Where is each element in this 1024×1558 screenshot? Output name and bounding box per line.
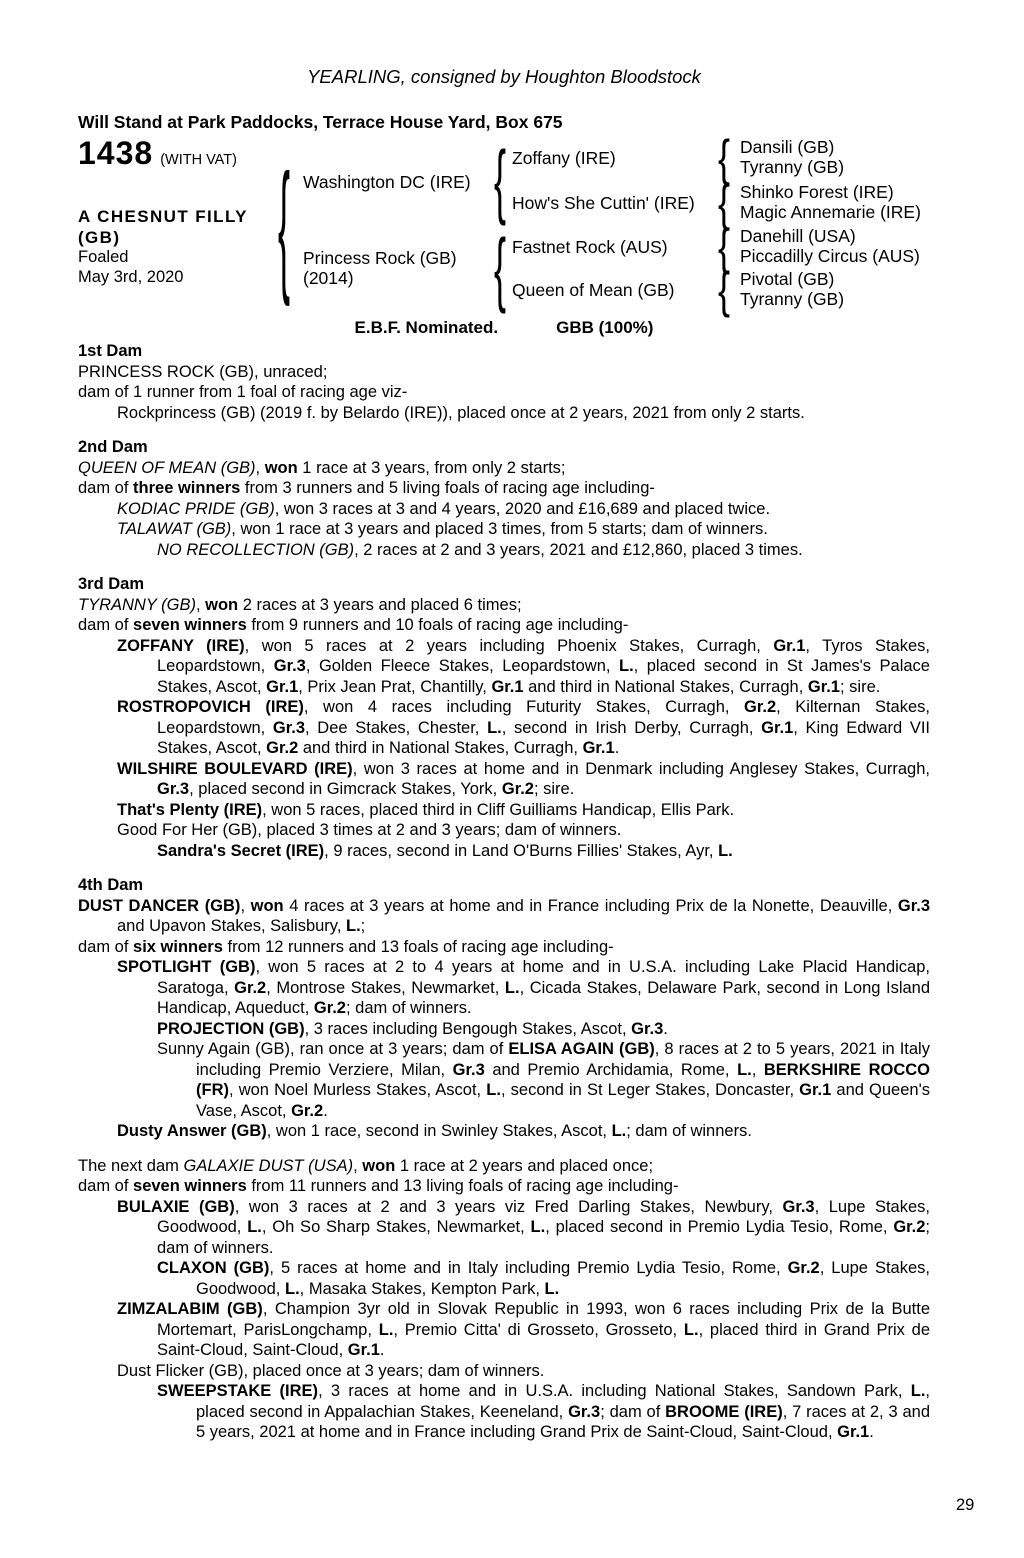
text-run: ,	[751, 1060, 764, 1079]
pedigree-paragraph	[78, 800, 930, 821]
text-run: ; dam of	[600, 1402, 666, 1421]
text-run: , Masaka Stakes, Kempton Park,	[299, 1279, 545, 1298]
text-run: L.	[910, 1382, 926, 1400]
text-run: 2 races at 3 years and placed 6 times;	[238, 595, 522, 614]
text-run: seven winners	[133, 616, 247, 634]
text-run: dam of	[78, 479, 134, 497]
pedigree-paragraph	[78, 1176, 930, 1197]
text-run: Sandra's Secret (IRE)	[157, 841, 325, 860]
foaled-date: May 3rd, 2020	[78, 268, 184, 286]
pedigree-paragraph	[78, 1361, 930, 1382]
text-run: three winners	[133, 479, 241, 497]
pedigree-ancestor: Pivotal (GB)	[740, 269, 835, 289]
text-run: Gr.1	[799, 1081, 832, 1099]
pedigree-paragraph	[78, 820, 930, 841]
pedigree-gg-pair-1	[740, 138, 844, 177]
text-run: , Dee Stakes, Chester,	[305, 718, 488, 737]
text-run: .	[614, 739, 620, 757]
pedigree-gg-pair-2	[740, 183, 921, 222]
pedigree-brace-dam	[492, 251, 508, 287]
text-run: six winners	[133, 937, 223, 956]
text-run: L.	[486, 1081, 501, 1099]
dam-section	[78, 875, 930, 1142]
text-run: , won 5 races at 2 to 4 years at home and in U.S.A. including Lake Placid Handicap, Saratoga,	[157, 958, 930, 997]
text-run: ; dam of winners.	[157, 1218, 931, 1257]
text-run: , Lupe Stakes, Goodwood,	[196, 1259, 930, 1298]
pedigree-dam-dam: Queen of Mean (GB)	[512, 280, 675, 300]
pedigree-ancestor: Piccadilly Circus (AUS)	[740, 245, 920, 266]
consignor-title: YEARLING, consigned by Houghton Bloodstock	[307, 66, 701, 87]
text-run: , 5 races at home and in Italy including Premio Lydia Tesio, Rome,	[269, 1259, 788, 1277]
text-run: , 9 races, second in Land O'Burns Fillies' Stakes, Ayr,	[324, 841, 719, 860]
text-run: KODIAC PRIDE (GB)	[117, 499, 275, 518]
lot-line	[78, 136, 237, 170]
text-run: Dusty Answer (GB)	[117, 1122, 267, 1140]
text-run: PROJECTION (GB)	[157, 1019, 305, 1038]
pedigree-paragraph	[78, 1299, 930, 1361]
text-run: .	[323, 1101, 328, 1120]
pedigree-ancestor: Tyranny (GB)	[740, 156, 845, 177]
text-run: Sunny Again (GB), ran once at 3 years; dam of	[157, 1040, 509, 1058]
text-run: L.	[737, 1060, 752, 1079]
text-run: QUEEN OF MEAN (GB)	[78, 458, 256, 477]
text-run: , Kilternan Stakes, Leopardstown,	[157, 698, 930, 737]
text-run: NO RECOLLECTION (GB)	[157, 540, 355, 559]
text-run: Gr.2	[234, 978, 267, 997]
text-run: , Premio Citta' di Grosseto, Grosseto,	[393, 1320, 684, 1339]
subject-name: A CHESNUT FILLY	[78, 207, 248, 226]
text-run: dam of	[78, 616, 134, 634]
pedigree-dam	[303, 249, 457, 288]
pedigree-paragraph	[78, 896, 930, 937]
text-run: WILSHIRE BOULEVARD (IRE)	[117, 759, 353, 778]
text-run: .	[663, 1019, 668, 1038]
text-run: L.	[530, 1218, 546, 1236]
text-run: Gr.3	[631, 1019, 664, 1038]
text-run: Gr.1	[491, 677, 524, 696]
text-run: 1 race at 3 years, from only 2 starts;	[297, 458, 566, 477]
text-run: .	[379, 1341, 385, 1359]
text-run: L.	[544, 1279, 560, 1298]
text-run: ZOFFANY (IRE)	[117, 636, 245, 655]
text-run: Gr.3	[897, 896, 930, 915]
dam-section	[78, 341, 930, 423]
text-run: Gr.1	[347, 1341, 380, 1359]
text-run: L.	[247, 1218, 262, 1236]
text-run: , Montrose Stakes, Newmarket,	[266, 978, 505, 997]
dam-heading: 1st Dam	[78, 342, 143, 360]
text-run: , won 4 races including Futurity Stakes, Curragh,	[303, 698, 745, 716]
pedigree-sire: Washington DC (IRE)	[303, 172, 471, 192]
text-run: , Prix Jean Prat, Chantilly,	[298, 677, 492, 696]
text-run: , second in Irish Derby, Curragh,	[501, 718, 762, 737]
text-run: , 2 races at 2 and 3 years, 2021 and £12,860, placed 3 times.	[354, 540, 803, 559]
text-run: Gr.2	[501, 780, 534, 798]
text-run: Good For Her (GB), placed 3 times at 2 and 3 years; dam of winners.	[117, 821, 622, 839]
text-run: Gr.1	[773, 636, 806, 655]
dam-section	[78, 437, 930, 560]
text-run: , 3 races at home and in U.S.A. including National Stakes, Sandown Park,	[318, 1382, 911, 1400]
text-run: Gr.1	[761, 718, 794, 737]
text-run: seven winners	[133, 1177, 247, 1195]
text-run: Gr.3	[157, 780, 190, 798]
text-run: Gr.2	[744, 698, 777, 716]
text-run: Gr.2	[313, 999, 346, 1017]
pedigree-chart	[0, 132, 1024, 324]
pedigree-brace-sire-sire	[716, 140, 732, 176]
text-run: Gr.2	[787, 1259, 820, 1277]
text-run: , won 3 races at home and in Denmark including Anglesey Stakes, Curragh,	[352, 759, 930, 778]
text-run: won	[250, 896, 284, 915]
pedigree-brace-sire	[492, 163, 508, 199]
text-run: BROOME (IRE)	[665, 1402, 783, 1421]
text-run: , 3 races including Bengough Stakes, Ascot,	[304, 1019, 632, 1038]
text-run: ROSTROPOVICH (IRE)	[117, 698, 304, 716]
nomination-line	[78, 318, 930, 338]
pedigree-paragraph	[78, 1039, 930, 1121]
pedigree-paragraph	[78, 1258, 930, 1299]
text-run: PRINCESS ROCK (GB), unraced;	[78, 362, 328, 381]
pedigree-paragraph	[78, 957, 930, 1019]
text-run: Rockprincess (GB) (2019 f. by Belardo (IRE)), placed once at 2 years, 2021 from only 2 starts.	[117, 403, 805, 422]
pedigree-brace-dam-sire	[716, 229, 732, 265]
text-run: ; sire.	[533, 780, 575, 798]
pedigree-dam-name: Princess Rock (GB)	[303, 248, 457, 268]
text-run: ,	[240, 896, 251, 915]
text-run: from 11 runners and 13 living foals of racing age including-	[246, 1177, 679, 1195]
pedigree-paragraph	[78, 1156, 930, 1177]
text-run: Gr.3	[272, 718, 306, 737]
text-run: Gr.3	[452, 1060, 485, 1079]
text-run: , placed third in Grand Prix de Saint-Cloud, Saint-Cloud,	[157, 1320, 930, 1359]
text-run: and Queen's Vase, Ascot,	[196, 1081, 930, 1120]
text-run: Gr.3	[782, 1197, 815, 1216]
pedigree-ancestor: Danehill (USA)	[740, 226, 856, 246]
text-run: L.	[378, 1320, 394, 1339]
text-run: won	[264, 458, 298, 477]
pedigree-paragraph	[78, 403, 930, 424]
text-run: TYRANNY (GB)	[78, 595, 196, 614]
text-run: The next dam	[78, 1156, 184, 1175]
pedigree-sire-sire: Zoffany (IRE)	[512, 148, 616, 168]
text-run: That's Plenty (IRE)	[117, 800, 263, 819]
dam-section	[78, 574, 930, 861]
pedigree-sections	[78, 341, 930, 1443]
text-run: L.	[346, 917, 361, 935]
pedigree-paragraph	[78, 937, 930, 958]
text-run: L.	[284, 1279, 300, 1298]
text-run: TALAWAT (GB)	[117, 520, 232, 538]
vat-note: (WITH VAT)	[160, 152, 237, 168]
text-run: Gr.3	[273, 657, 306, 675]
text-run: , Oh So Sharp Stakes, Newmarket,	[261, 1218, 531, 1236]
text-run: ZIMZALABIM (GB)	[117, 1300, 263, 1318]
text-run: and third in National Stakes, Curragh,	[298, 739, 583, 757]
text-run: from 9 runners and 10 foals of racing age including-	[246, 616, 629, 634]
pedigree-paragraph	[78, 458, 930, 479]
text-run: SPOTLIGHT (GB)	[117, 958, 256, 976]
text-run: , won 3 races at 3 and 4 years, 2020 and £16,689 and placed twice.	[274, 499, 771, 518]
text-run: GALAXIE DUST (USA)	[183, 1156, 354, 1175]
text-run: , Cicada Stakes, Delaware Park, second in Long Island Handicap, Aqueduct,	[157, 978, 931, 1017]
text-run: , won 1 race at 3 years and placed 3 times, from 5 starts; dam of winners.	[231, 520, 768, 538]
gbb-label: GBB (100%)	[556, 318, 654, 337]
text-run: L.	[487, 718, 502, 737]
pedigree-paragraph	[78, 1381, 930, 1443]
pedigree-paragraph	[78, 595, 930, 616]
text-run: ; sire.	[839, 677, 881, 696]
text-run: , King Edward VII Stakes, Ascot,	[157, 718, 931, 757]
text-run: and third in National Stakes, Curragh,	[523, 677, 808, 696]
text-run: Gr.2	[266, 739, 299, 757]
text-run: from 3 runners and 5 living foals of racing age including-	[240, 479, 655, 497]
pedigree-paragraph	[78, 636, 930, 698]
text-run: , Lupe Stakes, Goodwood,	[157, 1197, 930, 1236]
pedigree-paragraph	[78, 697, 930, 759]
pedigree-sire-dam: How's She Cuttin' (IRE)	[512, 193, 695, 213]
text-run: CLAXON (GB)	[157, 1259, 270, 1277]
text-run: Gr.1	[807, 677, 840, 696]
text-run: L.	[504, 978, 520, 997]
dam-section	[78, 1156, 930, 1443]
pedigree-paragraph	[78, 615, 930, 636]
text-run: BERKSHIRE ROCCO (FR)	[196, 1060, 930, 1099]
text-run: L.	[683, 1320, 699, 1339]
text-run: Gr.1	[837, 1423, 870, 1441]
text-run: Gr.2	[291, 1101, 324, 1120]
text-run: , second in St Leger Stakes, Doncaster,	[500, 1081, 800, 1099]
text-run: L.	[611, 1122, 627, 1140]
text-run: Dust Flicker (GB), placed once at 3 years; dam of winners.	[117, 1361, 545, 1380]
pedigree-ancestor: Tyranny (GB)	[740, 288, 845, 309]
text-run: ;	[360, 917, 366, 935]
text-run: , Tyros Stakes, Leopardstown,	[157, 636, 930, 675]
text-run: , placed second in St James's Palace Stakes, Ascot,	[157, 657, 930, 696]
text-run: ELISA AGAIN (GB)	[508, 1040, 655, 1058]
text-run: , won Noel Murless Stakes, Ascot,	[228, 1081, 487, 1099]
pedigree-paragraph	[78, 841, 930, 862]
text-run: dam of	[78, 1177, 134, 1195]
text-run: , 7 races at 2, 3 and 5 years, 2021 at home and in France including Grand Prix de Saint-Cloud, Saint-Cloud,	[196, 1402, 931, 1441]
pedigree-paragraph	[78, 1121, 930, 1142]
pedigree-gg-pair-3	[740, 227, 920, 266]
pedigree-paragraph	[78, 478, 930, 499]
dam-heading: 4th Dam	[78, 876, 144, 894]
subject-suffix: (GB)	[78, 228, 121, 247]
pedigree-gg-pair-4	[740, 270, 844, 309]
ebf-nominated-label: E.B.F. Nominated.	[354, 318, 499, 337]
dam-heading: 2nd Dam	[78, 438, 148, 456]
pedigree-brace-main	[276, 209, 292, 245]
text-run: , placed second in Appalachian Stakes, Keeneland,	[196, 1382, 930, 1421]
pedigree-paragraph	[78, 759, 930, 800]
pedigree-brace-dam-dam	[716, 272, 732, 308]
text-run: , won 3 races at 2 and 3 years viz Fred Darling Stakes, Newbury,	[234, 1197, 783, 1216]
text-run: 1 race at 2 years and placed once;	[395, 1156, 654, 1175]
text-run: and Upavon Stakes, Salisbury,	[117, 917, 346, 935]
pedigree-ancestor: Dansili (GB)	[740, 137, 835, 157]
text-run: , placed second in Gimcrack Stakes, York,	[189, 780, 502, 798]
pedigree-ancestor: Magic Annemarie (IRE)	[740, 201, 921, 222]
dam-heading: 3rd Dam	[78, 575, 145, 593]
lot-number: 1438	[78, 135, 154, 171]
text-run: , won 5 races at 2 years including Phoenix Stakes, Curragh,	[244, 636, 774, 655]
pedigree-paragraph	[78, 362, 930, 383]
text-run: Gr.2	[893, 1218, 926, 1236]
text-run: dam of 1 runner from 1 foal of racing age viz-	[78, 383, 408, 401]
text-run: Gr.1	[266, 677, 299, 696]
text-run: ,	[353, 1156, 363, 1175]
pedigree-paragraph	[78, 499, 930, 520]
pedigree-paragraph	[78, 382, 930, 403]
text-run: L.	[618, 657, 634, 675]
pedigree-dam-sire: Fastnet Rock (AUS)	[512, 237, 668, 257]
text-run: , Champion 3yr old in Slovak Republic in 1993, won 6 races including Prix de la Butte Mortemart, ParisLongchamp,	[157, 1300, 931, 1339]
pedigree-ancestor: Shinko Forest (IRE)	[740, 182, 894, 202]
text-run: dam of	[78, 937, 134, 956]
pedigree-dam-year: (2014)	[303, 267, 354, 288]
text-run: and Premio Archidamia, Rome,	[484, 1060, 738, 1079]
text-run: won	[205, 595, 239, 614]
page-number: 29	[956, 1496, 975, 1514]
pedigree-paragraph	[78, 1197, 930, 1259]
text-run: Gr.1	[582, 739, 615, 757]
text-run: , won 1 race, second in Swinley Stakes, Ascot,	[266, 1122, 612, 1140]
pedigree-brace-sire-dam	[716, 185, 732, 221]
text-run: DUST DANCER (GB)	[78, 896, 241, 915]
text-run: .	[869, 1423, 874, 1441]
text-run: ,	[255, 458, 265, 477]
text-run: , Golden Fleece Stakes, Leopardstown,	[305, 657, 619, 675]
text-run: SWEEPSTAKE (IRE)	[157, 1382, 319, 1400]
text-run: , won 5 races, placed third in Cliff Guilliams Handicap, Ellis Park.	[262, 800, 735, 819]
text-run: won	[362, 1156, 396, 1175]
pedigree-paragraph	[78, 1019, 930, 1040]
pedigree-paragraph	[78, 540, 930, 561]
text-run: ; dam of winners.	[345, 999, 472, 1017]
text-run: , placed second in Premio Lydia Tesio, Rome,	[545, 1218, 894, 1236]
foaled-label: Foaled	[78, 248, 129, 266]
text-run: , 8 races at 2 to 5 years, 2021 in Italy including Premio Verziere, Milan,	[196, 1040, 930, 1079]
text-run: ,	[195, 595, 206, 614]
text-run: Gr.3	[568, 1402, 601, 1421]
text-run: 4 races at 3 years at home and in France including Prix de la Nonette, Deauville,	[283, 896, 898, 915]
text-run: ; dam of winners.	[626, 1122, 752, 1140]
text-run: BULAXIE (GB)	[117, 1197, 235, 1216]
text-run: from 12 runners and 13 foals of racing age including-	[222, 937, 614, 956]
pedigree-paragraph	[78, 519, 930, 540]
stand-location-line: Will Stand at Park Paddocks, Terrace House Yard, Box 675	[78, 112, 563, 132]
text-run: L.	[718, 841, 733, 860]
